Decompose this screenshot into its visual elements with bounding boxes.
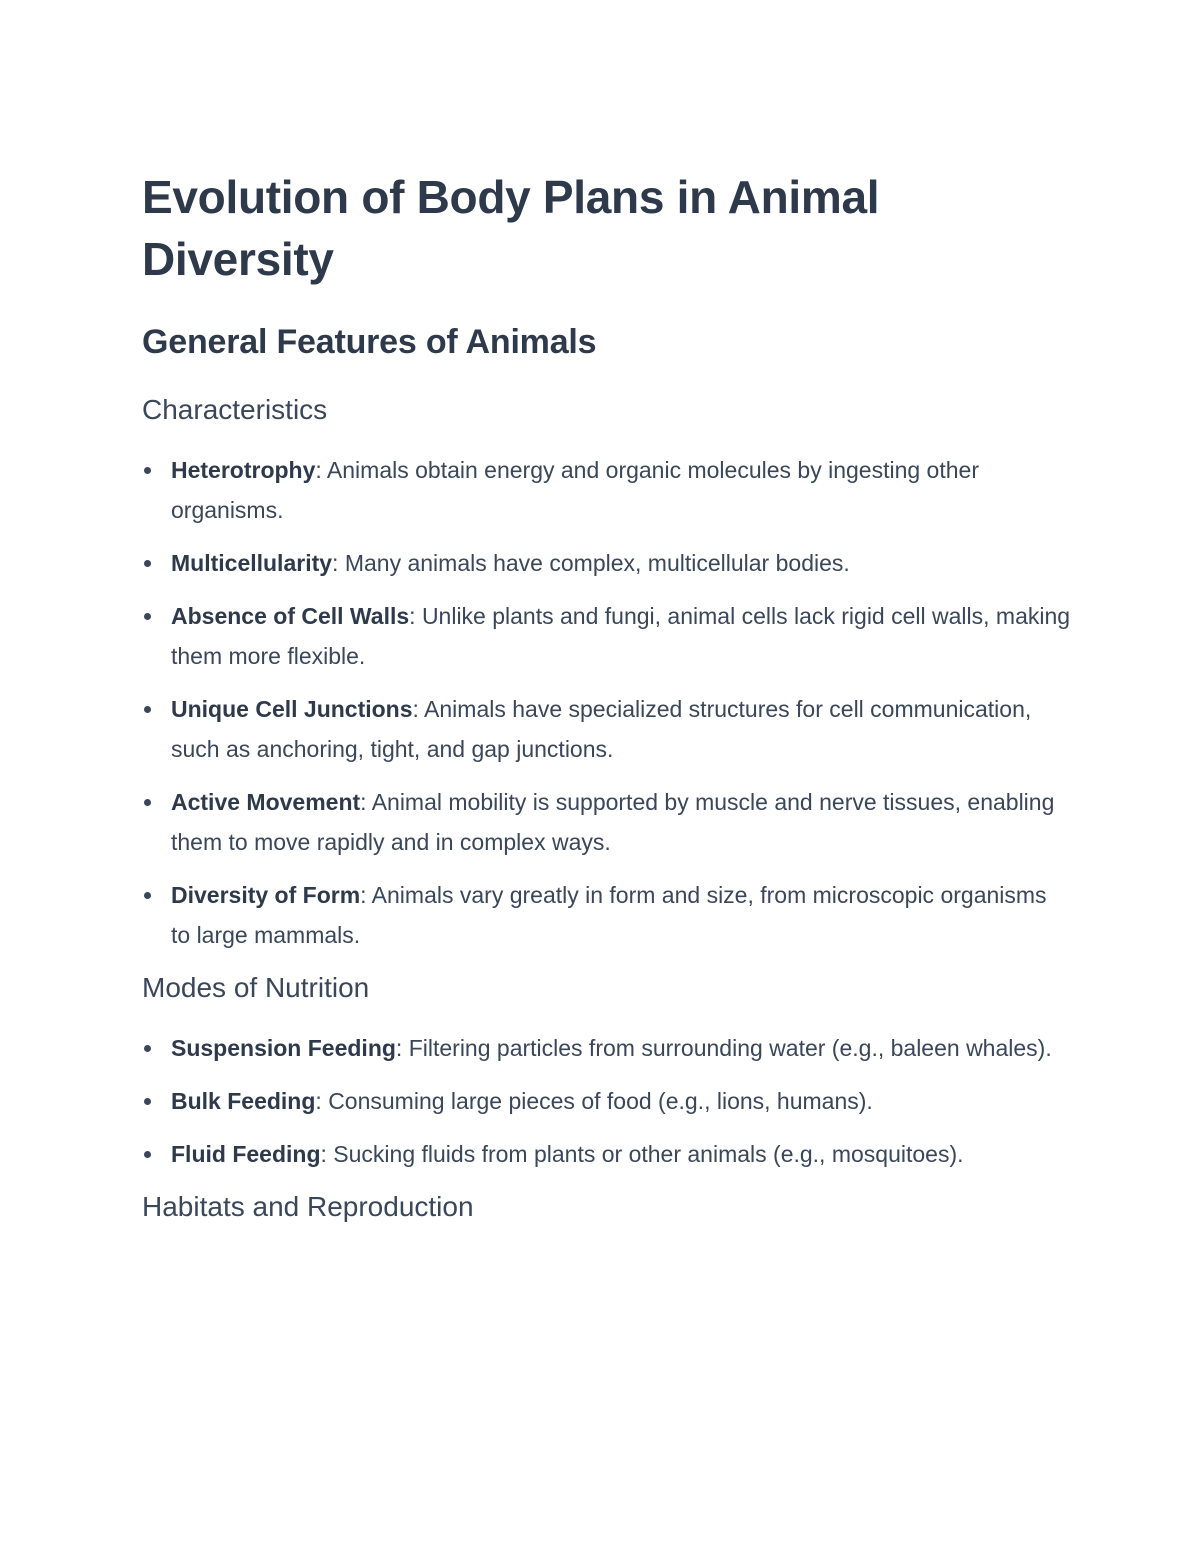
bullet-icon bbox=[144, 613, 151, 620]
list-item-term: Absence of Cell Walls bbox=[171, 603, 410, 629]
document-title: Evolution of Body Plans in Animal Diversity bbox=[142, 171, 880, 285]
list-item: Absence of Cell Walls: Unlike plants and fungi, animal cells lack rigid cell walls, making them more flexible. bbox=[142, 596, 1072, 676]
list-item-text: Animals vary greatly in form and size, from microscopic organisms to large mammals. bbox=[171, 882, 1047, 948]
list-item-text: Animals have specialized structures for cell communication, such as anchoring, tight, and gap junctions. bbox=[171, 696, 1032, 762]
list-item-text: Animal mobility is supported by muscle and nerve tissues, enabling them to move rapidly and in complex ways. bbox=[171, 789, 1055, 855]
section-heading: General Features of Animals bbox=[142, 323, 597, 361]
list-item-text: Animals obtain energy and organic molecules by ingesting other organisms. bbox=[171, 457, 979, 523]
bullet-icon bbox=[144, 467, 151, 474]
list-item: Unique Cell Junctions: Animals have specialized structures for cell communication, such as anchoring, tight, and gap junctions. bbox=[142, 689, 1072, 769]
bullet-icon bbox=[144, 1098, 151, 1105]
nutrition-list bbox=[142, 1028, 1072, 1174]
list-item: Bulk Feeding: Consuming large pieces of food (e.g., lions, humans). bbox=[142, 1081, 1072, 1121]
list-item-term: Bulk Feeding bbox=[171, 1088, 316, 1114]
bullet-icon bbox=[144, 1151, 151, 1158]
list-item-term: Diversity of Form bbox=[171, 882, 361, 908]
list-item: Fluid Feeding: Sucking fluids from plants or other animals (e.g., mosquitoes). bbox=[142, 1134, 1072, 1174]
list-item-text: Filtering particles from surrounding water (e.g., baleen whales). bbox=[408, 1035, 1052, 1061]
subsection-heading-characteristics: Characteristics bbox=[142, 394, 328, 425]
bullet-icon bbox=[144, 706, 151, 713]
bullet-icon bbox=[144, 799, 151, 806]
list-item-term: Active Movement bbox=[171, 789, 361, 815]
document-page bbox=[142, 166, 1072, 1227]
list-item-term: Suspension Feeding bbox=[171, 1035, 396, 1061]
list-item-term: Multicellularity bbox=[171, 550, 333, 576]
list-item-term: Fluid Feeding bbox=[171, 1141, 321, 1167]
list-item: Multicellularity: Many animals have complex, multicellular bodies. bbox=[142, 543, 1072, 583]
bullet-icon bbox=[144, 560, 151, 567]
list-item: Active Movement: Animal mobility is supported by muscle and nerve tissues, enabling them to move rapidly and in complex ways. bbox=[142, 782, 1072, 862]
list-item-term: Unique Cell Junctions bbox=[171, 696, 413, 722]
list-item-text: Many animals have complex, multicellular bodies. bbox=[344, 550, 850, 576]
bullet-icon bbox=[144, 1045, 151, 1052]
bullet-icon bbox=[144, 892, 151, 899]
list-item-term: Heterotrophy bbox=[171, 457, 316, 483]
list-item: Diversity of Form: Animals vary greatly in form and size, from microscopic organisms to large mammals. bbox=[142, 875, 1072, 955]
characteristics-list bbox=[142, 450, 1072, 955]
subsection-heading-modes-of-nutrition: Modes of Nutrition bbox=[142, 972, 370, 1003]
list-item-text: Unlike plants and fungi, animal cells lack rigid cell walls, making them more flexible. bbox=[171, 603, 1071, 669]
list-item-text: Sucking fluids from plants or other animals (e.g., mosquitoes). bbox=[333, 1141, 964, 1167]
list-item-text: Consuming large pieces of food (e.g., lions, humans). bbox=[328, 1088, 873, 1114]
list-item: Heterotrophy: Animals obtain energy and organic molecules by ingesting other organisms. bbox=[142, 450, 1072, 530]
list-item: Suspension Feeding: Filtering particles from surrounding water (e.g., baleen whales). bbox=[142, 1028, 1072, 1068]
subsection-heading-habitats-and-reproduction: Habitats and Reproduction bbox=[142, 1191, 474, 1222]
